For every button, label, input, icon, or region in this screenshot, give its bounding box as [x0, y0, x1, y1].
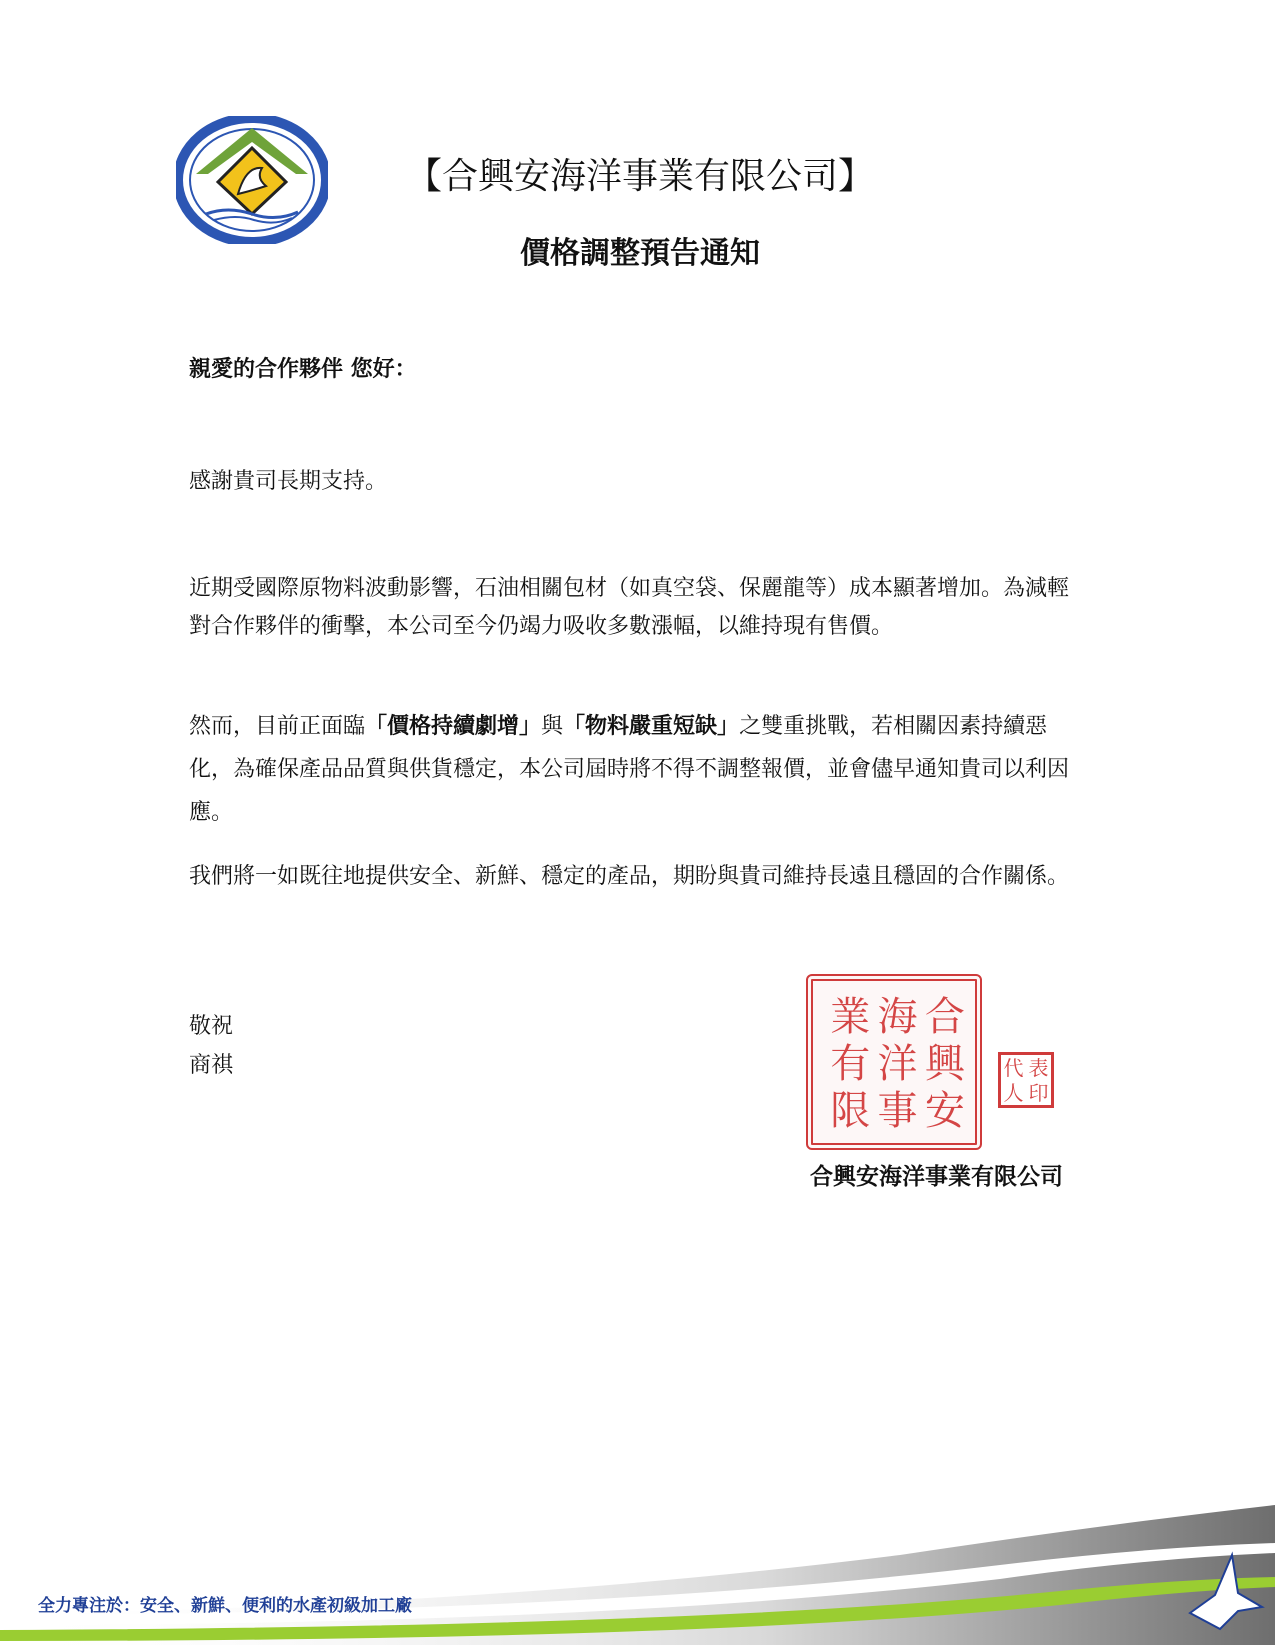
closing-line-1: 敬祝 — [189, 1014, 234, 1039]
signature-company: 合興安海洋事業有限公司 — [810, 1164, 1063, 1190]
thanks-line: 感謝貴司長期支持。 — [189, 469, 388, 494]
paragraph-2 — [189, 705, 1089, 834]
paragraph-1: 近期受國際原物料波動影響，石油相關包材（如真空袋、保麗龍等）成本顯著增加。為減輕對合作夥伴的衝擊，本公司至今仍竭力吸收多數漲幅，以維持現有售價。 — [189, 576, 1070, 639]
greeting: 親愛的合作夥伴 您好： — [189, 357, 417, 382]
footer-swoosh — [0, 1495, 1275, 1650]
representative-seal: 代 表 人 印 — [998, 1052, 1054, 1108]
closing-line-2: 商祺 — [189, 1053, 234, 1078]
paragraph-2-start: 然而，目前正面臨 — [189, 714, 366, 739]
notice-title: 價格調整預告通知 — [520, 236, 760, 271]
footer-tagline: 全力專注於：安全、新鮮、便利的水產初級加工廠 — [38, 1596, 412, 1616]
company-title: 【合興安海洋事業有限公司】 — [405, 156, 874, 197]
paragraph-3: 我們將一如既往地提供安全、新鮮、穩定的產品，期盼與貴司維持長遠且穩固的合作關係。 — [189, 864, 1070, 889]
company-seal: 合 興 安 海 洋 事 業 有 限 — [806, 974, 982, 1150]
company-logo — [176, 116, 328, 244]
paragraph-2-end: 之雙重挑戰，若相關因素持續惡化，為確保產品品質與供貨穩定，本公司屆時將不得不調整報價，並會儘早通知貴司以利因應。 — [189, 714, 1070, 825]
paragraph-2-mid: 與 — [541, 714, 564, 739]
emphasis-material-shortage: 「物料嚴重短缺」 — [563, 714, 740, 739]
emphasis-price-surge: 「價格持續劇增」 — [365, 714, 542, 739]
